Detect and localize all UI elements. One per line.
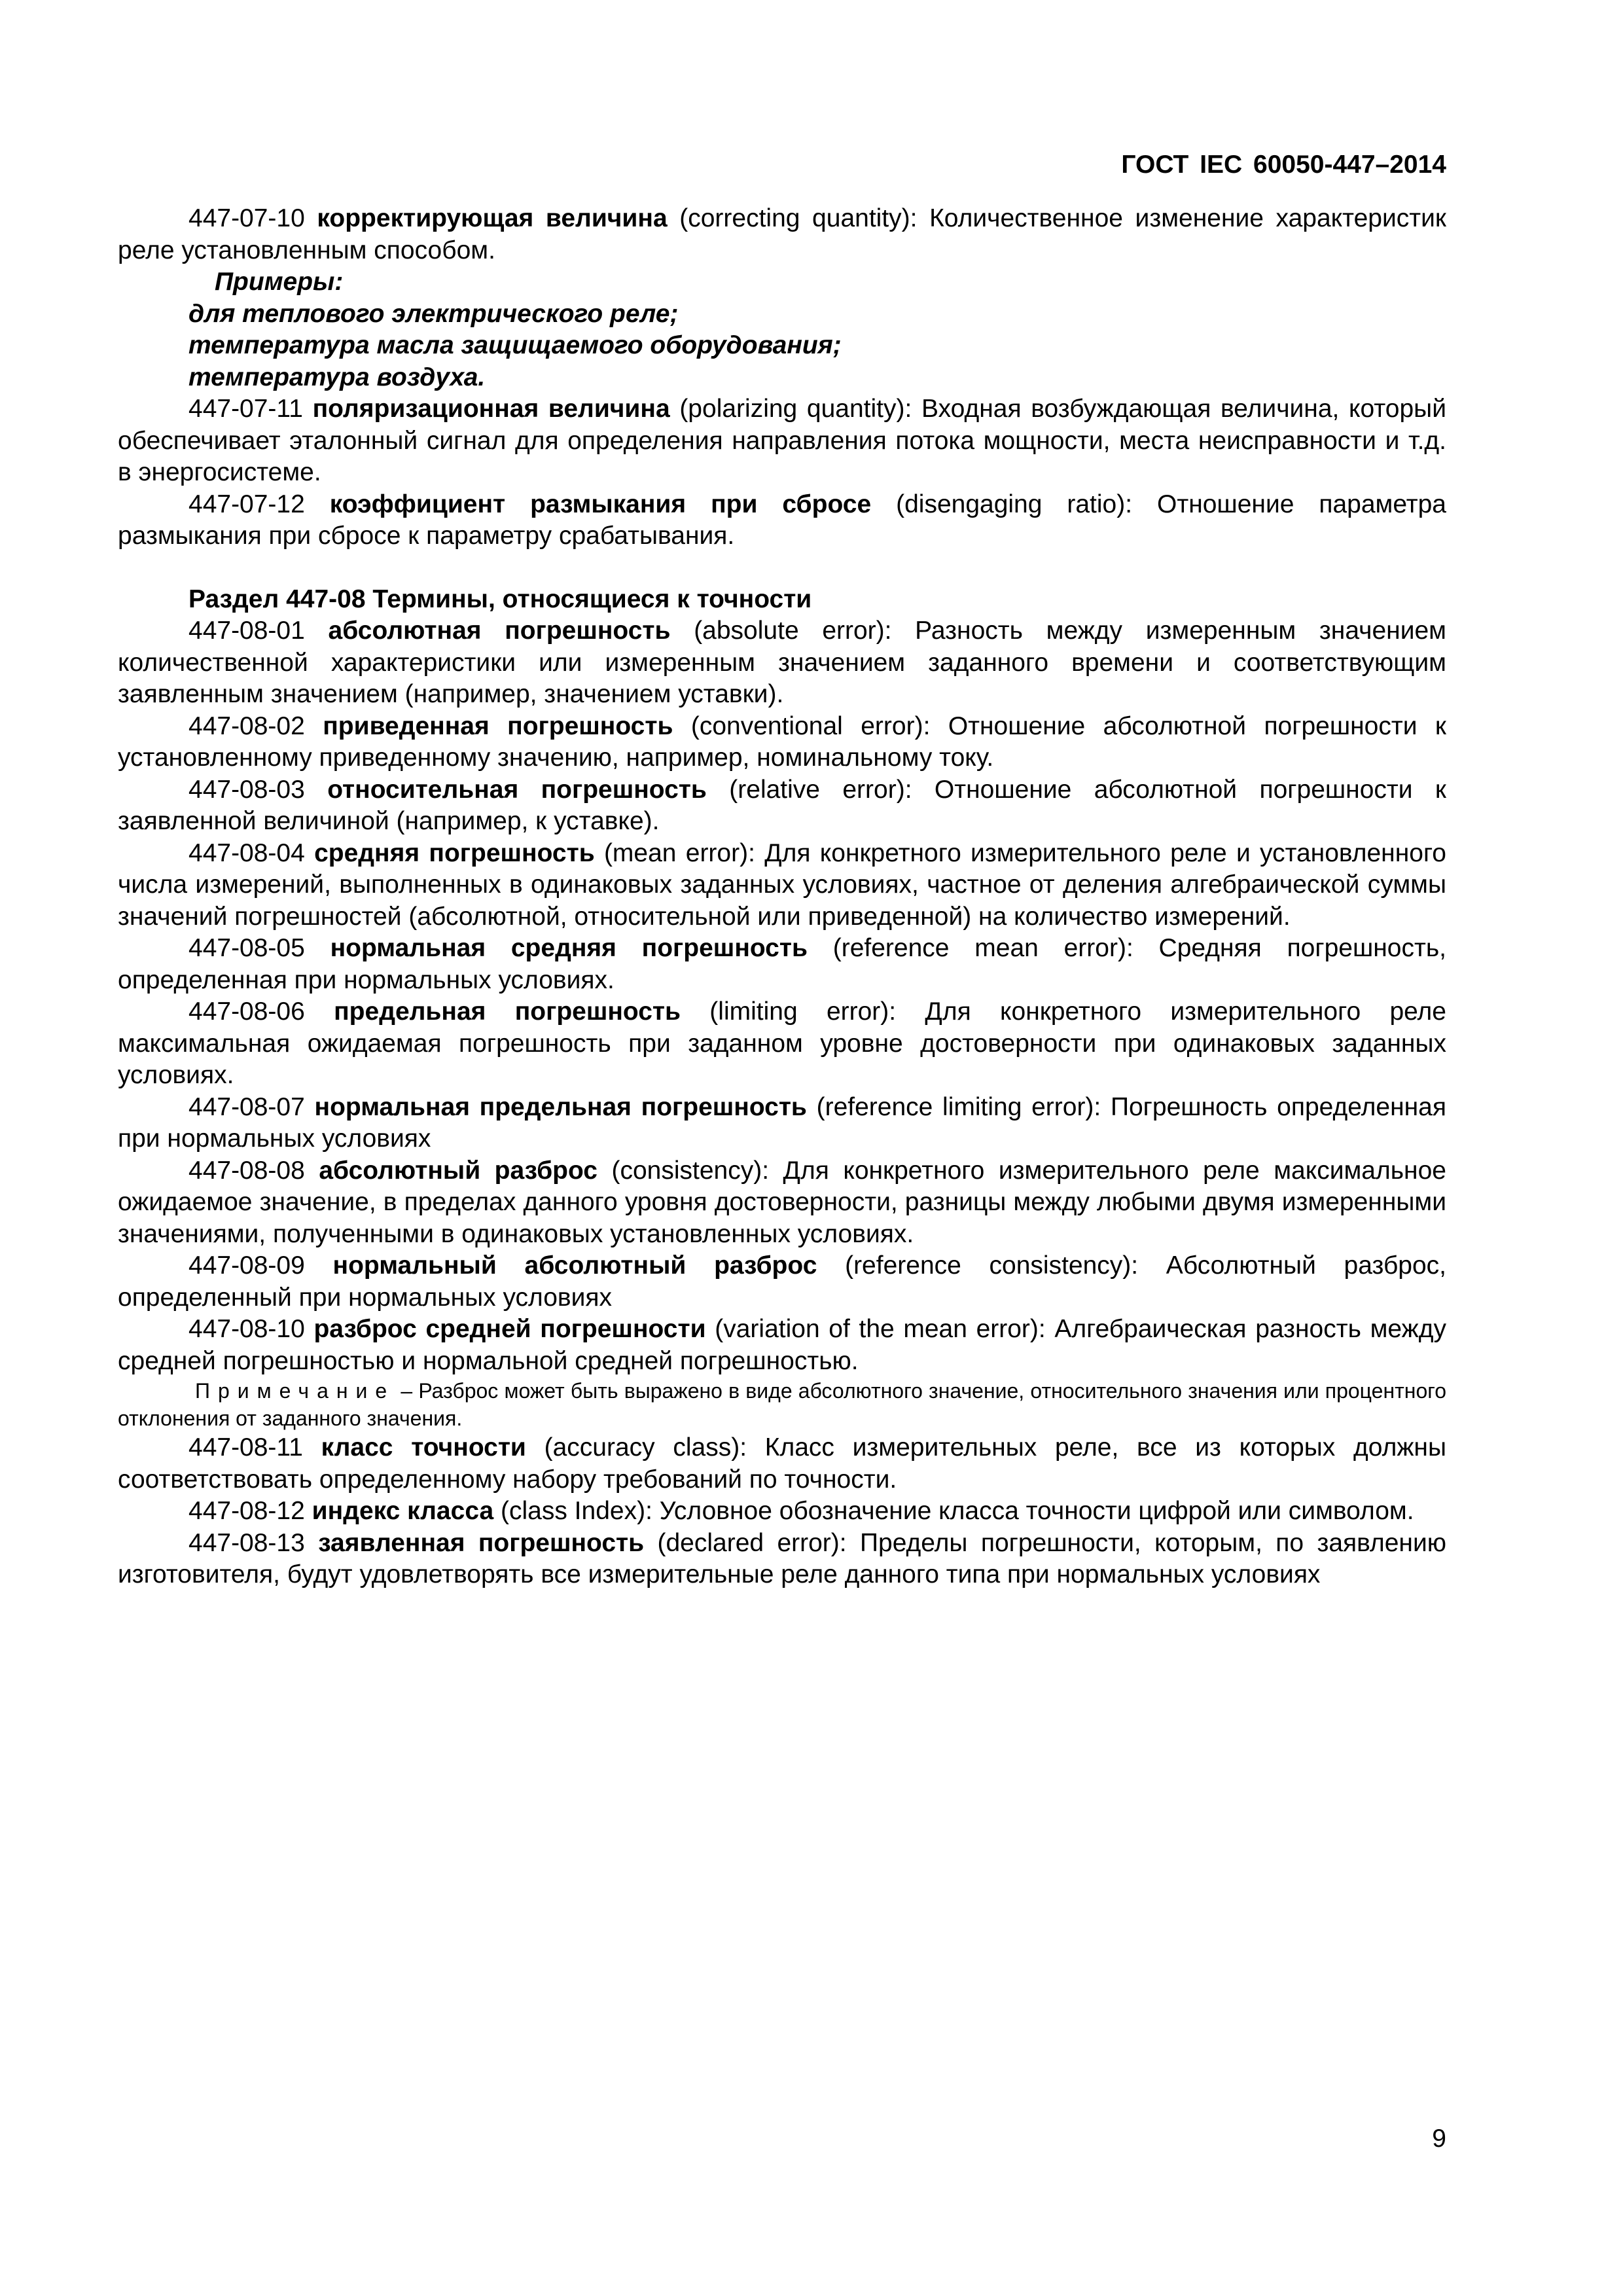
term-code: 447-07-11 xyxy=(188,395,303,423)
term-definition: (reference limiting error): Погрешность определенная при нормальных условиях xyxy=(118,1092,1446,1153)
term-definition: (reference consistency): Абсолютный разброс, определенный при нормальных условиях xyxy=(118,1251,1446,1312)
example-item: температура масла защищаемого оборудования; xyxy=(188,331,842,359)
term-entry xyxy=(118,1250,1446,1314)
term-definition: (absolute error): Разность между измеренным значением количественной характеристики или измеренным значением заданного времени и соответствующим заявленным значением (например, значением уставки). xyxy=(118,617,1446,708)
term-code: 447-08-12 xyxy=(188,1497,305,1525)
section-title: Раздел 447-08 Термины, относящиеся к точности xyxy=(188,584,812,613)
page-number: 9 xyxy=(1432,2125,1446,2153)
term-definition: (conventional error): Отношение абсолютной погрешности к установленному приведенному значению, например, номинальному току. xyxy=(118,711,1446,772)
examples-title: Примеры: xyxy=(215,268,344,296)
term-code: 447-08-09 xyxy=(188,1251,305,1280)
term-code: 447-08-04 xyxy=(188,838,305,867)
note xyxy=(118,1377,1446,1432)
term-name: средняя погрешность xyxy=(314,838,595,867)
standard-header: ГОСТ IEC 60050-447–2014 xyxy=(1121,151,1446,179)
term-name: корректирующая величина xyxy=(317,204,668,232)
term-name: приведенная погрешность xyxy=(323,711,673,740)
term-definition: (variation of the mean error): Алгебраическая разность между средней погрешностью и нормальной средней погрешностью. xyxy=(118,1315,1446,1375)
term-entry xyxy=(118,615,1446,711)
term-entry xyxy=(118,838,1446,933)
term-code: 447-08-05 xyxy=(188,934,305,962)
term-name: предельная погрешность xyxy=(334,997,681,1026)
page-content xyxy=(118,149,1446,1591)
term-entry xyxy=(118,1432,1446,1496)
term-name: нормальная предельная погрешность xyxy=(314,1092,807,1121)
term-definition: (disengaging ratio): Отношение параметра размыкания при сбросе к параметру срабатывания. xyxy=(118,490,1446,550)
term-code: 447-08-13 xyxy=(188,1528,305,1557)
term-code: 447-08-11 xyxy=(188,1433,303,1462)
term-code: 447-08-08 xyxy=(188,1156,305,1185)
term-name: заявленная погрешность xyxy=(318,1528,645,1557)
term-definition: (limiting error): Для конкретного измерительного реле максимальная ожидаемая погрешность при заданном уровне достоверности при одинаковых заданных условиях. xyxy=(118,997,1447,1089)
term-entry xyxy=(118,489,1446,552)
note-label: Примечание xyxy=(195,1379,395,1403)
example-item: для теплового электрического реле; xyxy=(188,299,679,328)
term-name: коэффициент размыкания при сбросе xyxy=(329,490,872,518)
term-name: разброс средней погрешности xyxy=(313,1315,706,1343)
term-entry xyxy=(118,711,1446,774)
term-definition: (reference mean error): Средняя погрешность, определенная при нормальных условиях. xyxy=(118,934,1447,994)
term-definition: (consistency): Для конкретного измерительного реле максимальное ожидаемое значение, в пределах данного уровня достоверности, разницы между любыми двумя измеренными значениями, полученными в одинаковых установленных условиях. xyxy=(118,1156,1446,1248)
term-code: 447-08-07 xyxy=(188,1092,305,1121)
term-entry xyxy=(118,203,1446,266)
term-code: 447-07-12 xyxy=(188,490,305,518)
term-code: 447-08-06 xyxy=(188,997,305,1026)
term-entry xyxy=(118,774,1446,838)
term-definition: (declared error): Пределы погрешности, которым, по заявлению изготовителя, будут удовлетворять все измерительные реле данного типа при нормальных условиях xyxy=(118,1528,1446,1588)
term-name: абсолютный разброс xyxy=(319,1156,597,1185)
term-entry xyxy=(118,1528,1446,1591)
term-name: класс точности xyxy=(321,1433,526,1462)
term-definition: (mean error): Для конкретного измерительного реле и установленного числа измерений, выполненных в одинаковых заданных условиях, частное от деления алгебраической суммы значений погрешностей (абсолютной, относительной или приведенной) на количество измерений. xyxy=(118,838,1447,931)
term-entry xyxy=(118,1496,1446,1528)
example-item: температура воздуха. xyxy=(188,363,486,391)
term-definition: (polarizing quantity): Входная возбуждающая величина, который обеспечивает эталонный сигнал для определения направления потока мощности, места неисправности и т.д. в энергосистеме. xyxy=(118,395,1446,486)
term-definition: (correcting quantity): Количественное изменение характеристик реле установленным способом. xyxy=(118,204,1446,264)
term-name: относительная погрешность xyxy=(327,775,707,804)
term-name: нормальная средняя погрешность xyxy=(330,934,808,962)
term-code: 447-08-10 xyxy=(188,1315,305,1343)
examples-block xyxy=(118,266,1446,393)
term-name: абсолютная погрешность xyxy=(328,617,671,645)
term-code: 447-07-10 xyxy=(188,204,305,232)
term-entry xyxy=(118,996,1446,1092)
term-entry xyxy=(118,1092,1446,1155)
term-entry xyxy=(118,1314,1446,1377)
term-name: поляризационная величина xyxy=(312,395,670,423)
term-definition: (class Index): Условное обозначение класса точности цифрой или символом. xyxy=(493,1497,1414,1525)
term-code: 447-08-01 xyxy=(188,617,305,645)
term-name: нормальный абсолютный разброс xyxy=(332,1251,817,1280)
term-code: 447-08-03 xyxy=(188,775,305,804)
term-definition: (relative error): Отношение абсолютной погрешности к заявленной величиной (например, к уставке). xyxy=(118,775,1446,835)
note-text: – Разброс может быть выражено в виде абсолютного значение, относительного значения или процентного отклонения от заданного значения. xyxy=(118,1379,1446,1430)
term-entry xyxy=(118,1155,1446,1251)
term-definition: (accuracy class): Класс измерительных реле, все из которых должны соответствовать определенному набору требований по точности. xyxy=(118,1433,1446,1494)
term-entry xyxy=(118,933,1446,996)
term-code: 447-08-02 xyxy=(188,711,305,740)
term-name: индекс класса xyxy=(312,1497,494,1525)
term-entry xyxy=(118,393,1446,489)
